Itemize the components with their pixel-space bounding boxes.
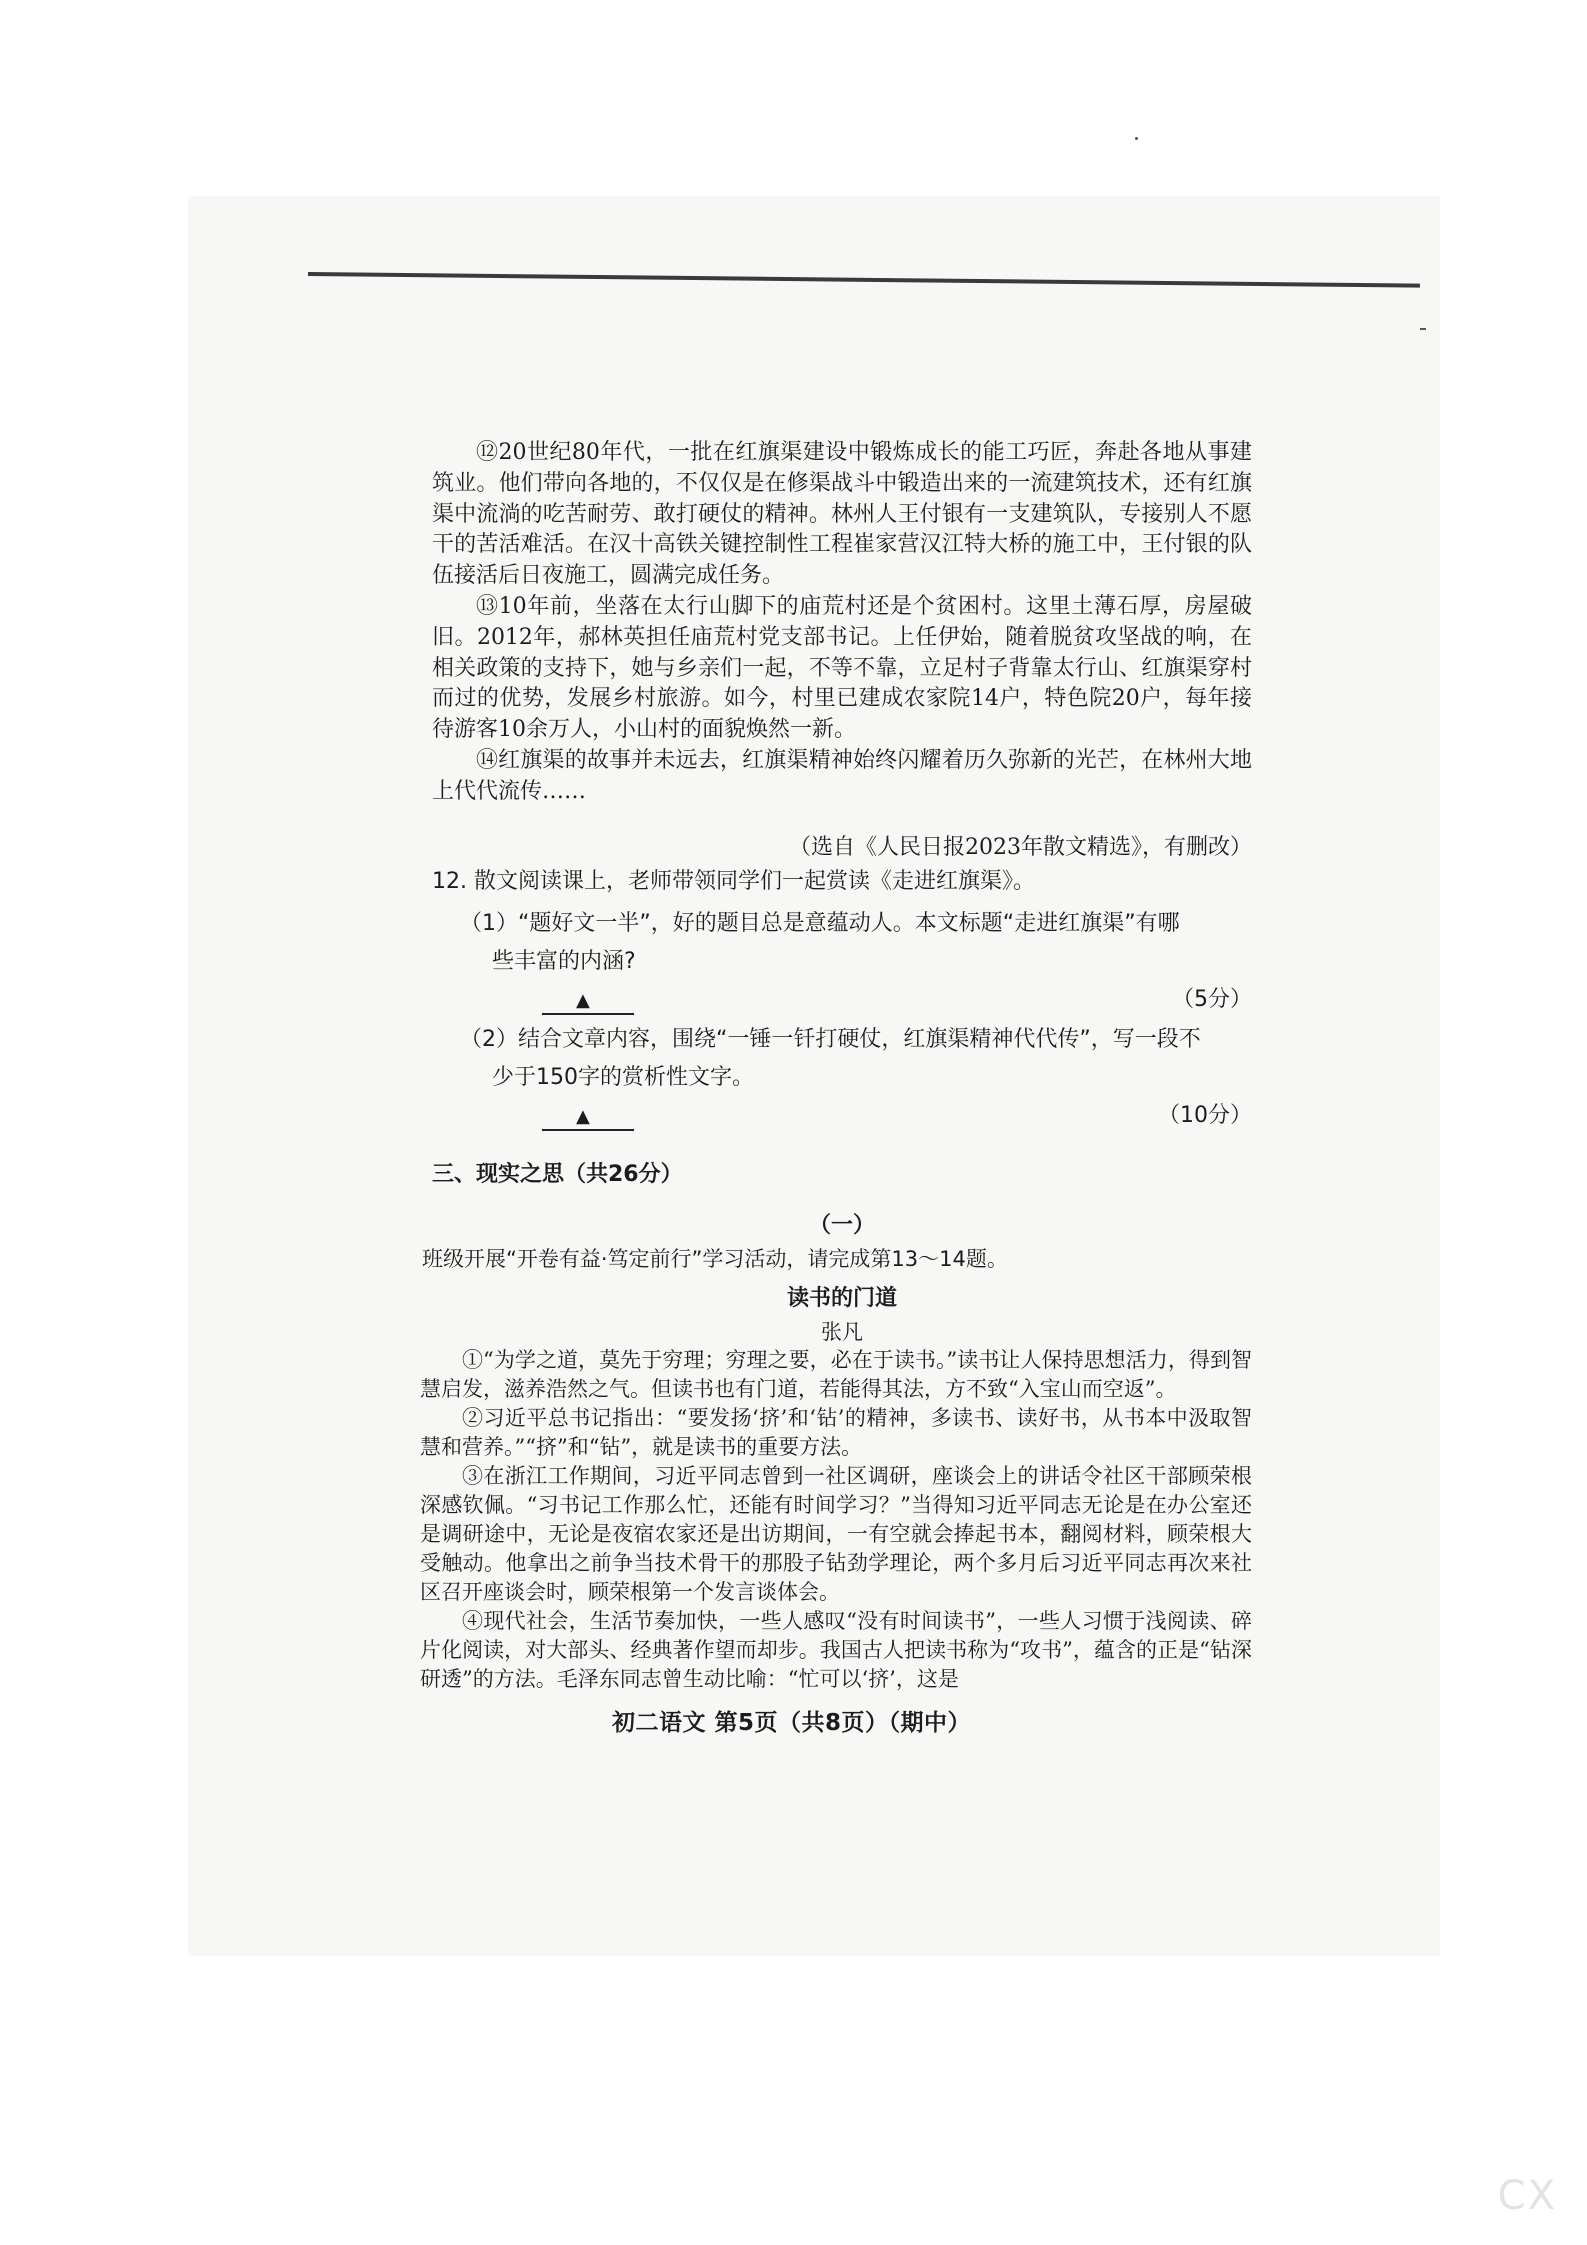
section-title: 三、现实之思（共26分） bbox=[432, 1161, 683, 1187]
exam-page bbox=[420, 438, 1252, 1694]
passage-source: （选自《人民日报2023年散文精选》，有删改） bbox=[789, 834, 1252, 860]
scan-speck bbox=[1135, 137, 1138, 140]
answer-line-1[interactable] bbox=[542, 985, 634, 1015]
article-paragraph-2: ②习近平总书记指出：“要发扬‘挤’和‘钻’的精神，多读书、读好书，从书本中汲取智慧和营养。”“挤”和“钻”，就是读书的重要方法。 bbox=[420, 1405, 1252, 1459]
question-12-sub1-line2: 些丰富的内涵? bbox=[492, 948, 636, 974]
section-3 bbox=[420, 1157, 1252, 1694]
reading-passage bbox=[432, 438, 1252, 861]
article-paragraph-3: ③在浙江工作期间，习近平同志曾到一社区调研，座谈会上的讲话令社区干部顾荣根深感钦佩。“习书记工作那么忙，还能有时间学习？”当得知习近平同志无论是在办公室还是调研途中，无论是夜宿农家还是出访期间，一有空就会捧起书本，翻阅材料，顾荣根大受触动。他拿出之前争当技术骨干的那股子钻劲学理论，两个多月后习近平同志再次来社区召开座谈会时，顾荣根第一个发言谈体会。 bbox=[420, 1463, 1252, 1604]
passage-paragraph-14: ⑭红旗渠的故事并未远去，红旗渠精神始终闪耀着历久弥新的光芒，在林州大地上代代流传…… bbox=[432, 747, 1252, 804]
article-paragraph-1: ①“为学之道，莫先于穷理；穷理之要，必在于读书。”读书让人保持思想活力，得到智慧启发，滋养浩然之气。但读书也有门道，若能得其法，方不致“入宝山而空返”。 bbox=[420, 1347, 1252, 1401]
article-paragraph-4: ④现代社会，生活节奏加快，一些人感叹“没有时间读书”，一些人习惯于浅阅读、碎片化阅读，对大部头、经典著作望而却步。我国古人把读书称为“攻书”，蕴含的正是“钻深研透”的方法。毛泽东同志曾生动比喻：“忙可以‘挤’，这是 bbox=[420, 1608, 1252, 1691]
passage-paragraph-12: ⑫20世纪80年代，一批在红旗渠建设中锻炼成长的能工巧匠，奔赴各地从事建筑业。他们带向各地的，不仅仅是在修渠战斗中锻造出来的一流建筑技术，还有红旗渠中流淌的吃苦耐劳、敢打硬仗的精神。林州人王付银有一支建筑队，专接别人不愿干的苦活难活。在汉十高铁关键控制性工程崔家营汉江特大桥的施工中，王付银的队伍接活后日夜施工，圆满完成任务。 bbox=[432, 440, 1252, 589]
answer-line-2[interactable] bbox=[542, 1101, 634, 1131]
question-12-sub1-points: （5分） bbox=[1172, 986, 1252, 1012]
question-12-sub1 bbox=[460, 905, 1252, 1012]
page-footer: 初二语文 第5页（共8页）（期中） bbox=[612, 1710, 972, 1736]
section-intro: 班级开展“开卷有益·笃定前行”学习活动，请完成第13～14题。 bbox=[422, 1246, 1008, 1271]
watermark-logo: CX bbox=[1497, 2173, 1557, 2219]
answer-triangle-icon: ▲ bbox=[576, 1105, 590, 1127]
question-12-sub2-points: （10分） bbox=[1158, 1102, 1252, 1128]
article-title: 读书的门道 bbox=[786, 1285, 897, 1311]
scan-speck bbox=[1420, 328, 1426, 330]
question-12-sub1-line1: （1）“题好文一半”，好的题目总是意蕴动人。本文标题“走进红旗渠”有哪 bbox=[460, 910, 1180, 936]
article-author: 张凡 bbox=[821, 1319, 863, 1344]
question-12-sub2-line1: （2）结合文章内容，围绕“一锤一钎打硬仗，红旗渠精神代代传”，写一段不 bbox=[460, 1026, 1201, 1052]
answer-triangle-icon: ▲ bbox=[576, 989, 590, 1011]
section-part-label: （一） bbox=[808, 1212, 875, 1238]
question-12-sub2 bbox=[460, 1021, 1252, 1128]
question-12-stem: 12. 散文阅读课上，老师带领同学们一起赏读《走进红旗渠》。 bbox=[432, 868, 1035, 894]
passage-paragraph-13: ⑬10年前，坐落在太行山脚下的庙荒村还是个贫困村。这里土薄石厚，房屋破旧。2012年，郝林英担任庙荒村党支部书记。上任伊始，随着脱贫攻坚战的响，在相关政策的支持下，她与乡亲们一起，不等不靠，立足村子背靠太行山、红旗渠穿村而过的优势，发展乡村旅游。如今，村里已建成农家院14户，特色院20户，每年接待游客10余万人，小山村的面貌焕然一新。 bbox=[432, 593, 1252, 743]
question-12-sub2-line2: 少于150字的赏析性文字。 bbox=[492, 1064, 754, 1090]
question-12 bbox=[432, 865, 1252, 1131]
